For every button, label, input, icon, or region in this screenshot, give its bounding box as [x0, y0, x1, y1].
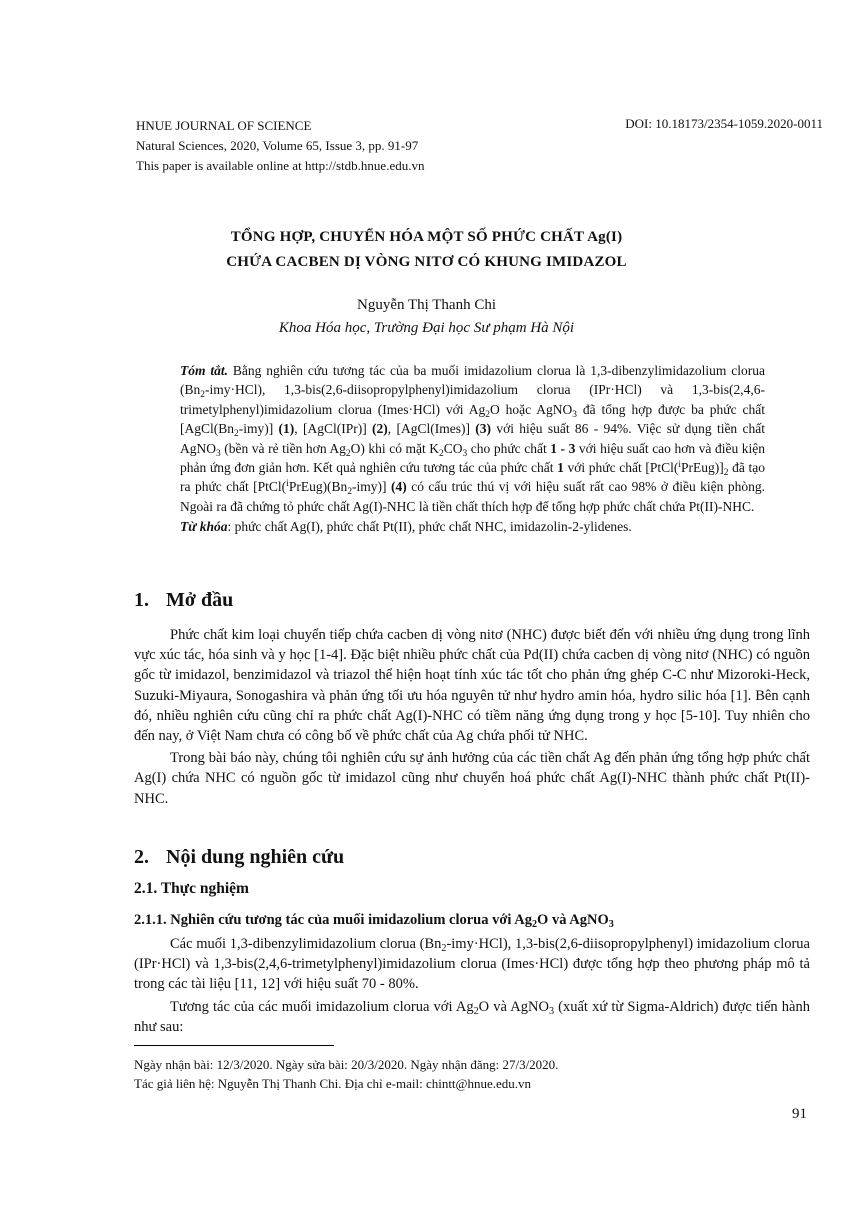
paragraph: Phức chất kim loại chuyển tiếp chứa cacben dị vòng nitơ (NHC) được biết đến với nhiều ứng dụng trong lĩnh vực xúc tác, hóa sinh và y học [1-4]. Đặc biệt nhiều phức chất của Pd(II) chứa cacben dị vòng nitơ (NHC) có nguồn gốc từ imidazol, benzimidazol và triazol thể hiện hoạt tính xúc tác tốt cho phản ứng ghép C-C như Mizoroki-Heck, Suzuki-Miyaura, Sonogashira và phản ứng tối ưu hóa nguyên tử như hydro amin hóa, hydro silic hóa [1]. Bên cạnh đó, nhiều nghiên cứu cũng chỉ ra phức chất Ag(I)-NHC có tiềm năng ứng dụng trong y học [5-10]. Tuy nhiên cho đến nay, ở Việt Nam chưa có công bố về phức chất của Ag chứa phối tử NHC. [134, 627, 810, 745]
title-line-1: TỔNG HỢP, CHUYỂN HÓA MỘT SỐ PHỨC CHẤT Ag(I) [230, 229, 623, 245]
footnote-divider [134, 1045, 334, 1046]
section-2-body [134, 934, 810, 1037]
doi: DOI: 10.18173/2354-1059.2020-0011 [625, 116, 823, 131]
abstract-text: Tóm tắt. Bằng nghiên cứu tương tác của ba muối imidazolium clorua là 1,3-dibenzylimidazolium clorua $(Bn_2-imy\cdot HCl)$, 1,3-bis(2,6-diisopropylphenyl)imidazolium clorua (IPr·HCl) và 1,3-bis(2,4,6-trimetylphenyl)imidazolium clorua (Imes·HCl) với $Ag_2O$ hoặc AgNO$_3$ đã tổng hợp được ba phức chất $[AgCl(Bn_2-imy)]$ (1), [AgCl(IPr)] (2), [AgCl(Imes)] (3) với hiệu suất 86 - 94%. Việc sử dụng tiền chất AgNO$_3$ (bền và rẻ tiền hơn $Ag_2O$) khi có mặt $K_2CO_3$ cho phức chất 1 - 3 với hiệu suất cao hơn và điều kiện phản ứng đơn giản hơn. Kết quả nghiên cứu tương tác của phức chất 1 với phức chất $[PtCl(^iPrEug)]_2$ đã tạo ra phức chất $[PtCl(^iPrEug)(Bn_2-imy)]$ (4) có cấu trúc thú vị với hiệu suất rất cao 98% ở điều kiện phòng. Ngoài ra đã chứng tỏ phức chất Ag(I)-NHC là tiền chất thích hợp để tổng hợp phức chất chứa Pt(II)-NHC. [180, 363, 765, 514]
paragraph: Trong bài báo này, chúng tôi nghiên cứu sự ảnh hưởng của các tiền chất Ag đến phản ứng tổng hợp phức chất Ag(I) chứa NHC có nguồn gốc từ imidazol cũng như chuyển hoá phức chất Ag(I)-NHC thành phức chất Pt(II)-NHC. [134, 750, 810, 807]
subsection-2-1-1-heading: 2.1.1. Nghiên cứu tương tác của muối imidazolium clorua với $Ag_2O$ và AgNO$_3$ [134, 912, 614, 930]
footnote-dates: Ngày nhận bài: 12/3/2020. Ngày sửa bài: 20/3/2020. Ngày nhận đăng: 27/3/2020. [134, 1057, 559, 1072]
section-1-body [134, 625, 810, 809]
footnote [134, 1055, 558, 1093]
keywords [180, 517, 765, 536]
page-number: 91 [792, 1106, 807, 1122]
section-1-heading: 1. Mở đầu [134, 589, 234, 611]
paper-title [0, 225, 853, 275]
keywords-text: : phức chất Ag(I), phức chất Pt(II), phức chất NHC, imidazolin-2-ylidenes. [227, 519, 632, 535]
abstract-label: Tóm tắt. [180, 363, 229, 378]
abstract [180, 361, 765, 537]
journal-header [136, 116, 424, 176]
paragraph: Tương tác của các muối imidazolium clorua với $Ag_2O$ và AgNO$_3$ (xuất xứ từ Sigma-Aldrich) được tiến hành như sau: [134, 998, 810, 1035]
journal-issue: Natural Sciences, 2020, Volume 65, Issue 3, pp. 91-97 [136, 138, 419, 153]
keywords-label: Từ khóa [180, 519, 228, 535]
section-2-heading: 2. Nội dung nghiên cứu [134, 846, 345, 868]
paragraph: Các muối 1,3-dibenzylimidazolium clorua $(Bn_2-imy\cdot HCl)$, 1,3-bis(2,6-diisopropylphenyl) imidazolium clorua (IPr·HCl) và 1,3-bis(2,4,6-trimetylphenyl)imidazolium clorua (Imes·HCl) được tổng hợp theo phương pháp mô tả trong các tài liệu [11, 12] với hiệu suất 70 - 80%. [134, 936, 810, 993]
journal-name: HNUE JOURNAL OF SCIENCE [136, 118, 312, 133]
journal-online-note: This paper is available online at http://stdb.hnue.edu.vn [136, 158, 425, 173]
title-line-2: CHỨA CACBEN DỊ VÒNG NITƠ CÓ KHUNG IMIDAZOL [226, 254, 627, 270]
footnote-contact: Tác giả liên hệ: Nguyễn Thị Thanh Chi. Địa chỉ e-mail: chintt@hnue.edu.vn [134, 1076, 532, 1091]
subsection-2-1-heading: 2.1. Thực nghiệm [134, 880, 249, 897]
affiliation: Khoa Hóa học, Trường Đại học Sư phạm Hà Nội [278, 320, 575, 336]
author-name: Nguyễn Thị Thanh Chi [356, 297, 497, 313]
